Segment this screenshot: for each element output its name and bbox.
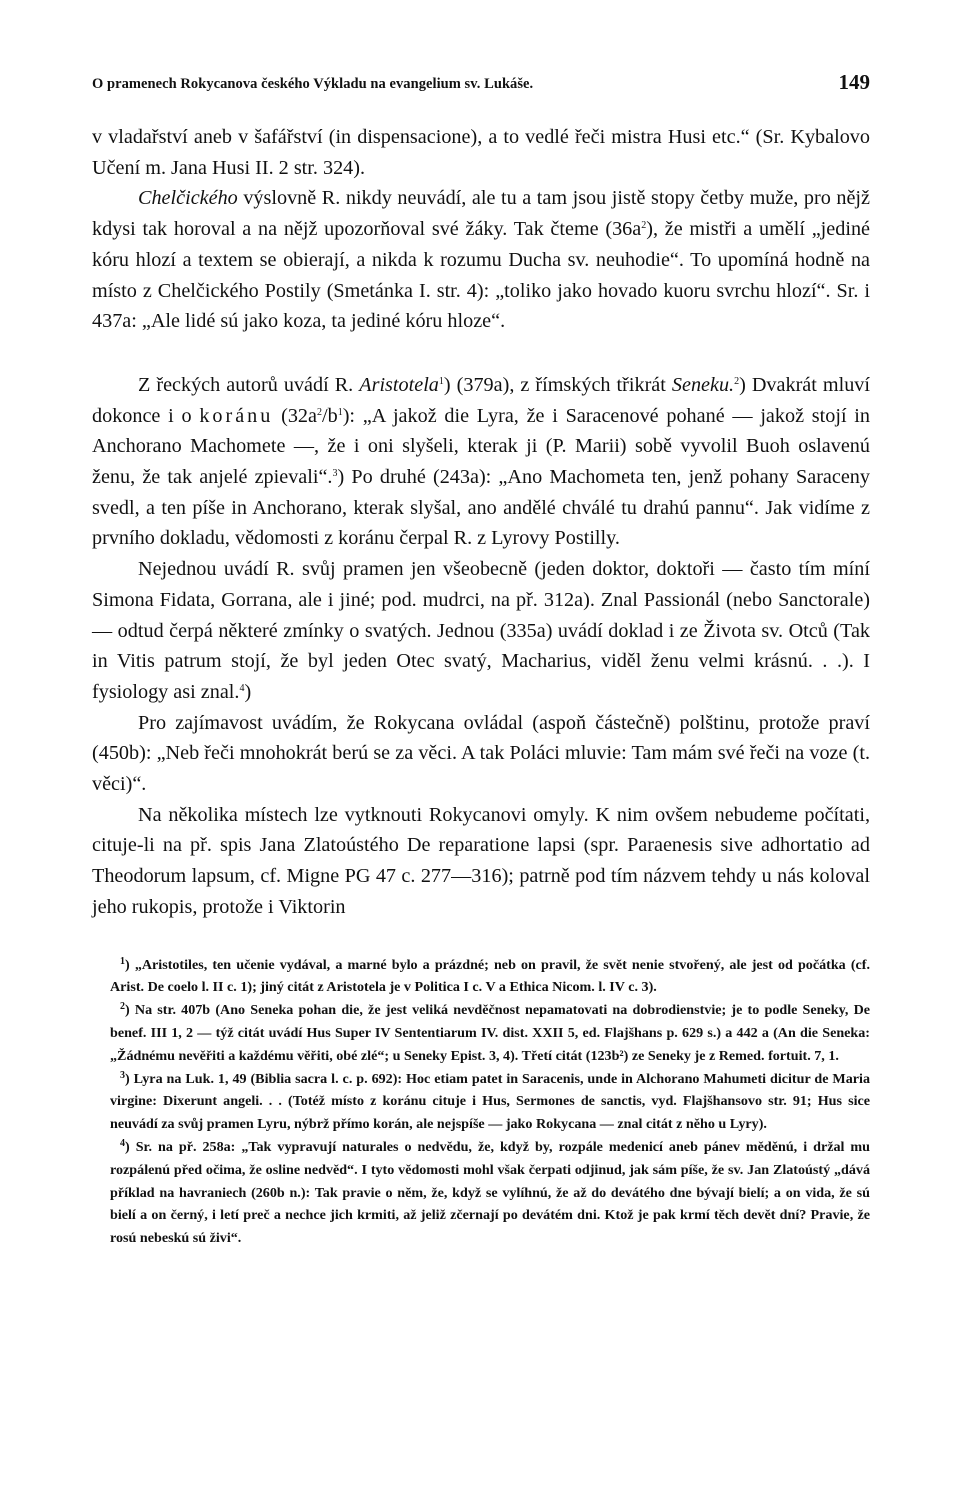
body-paragraph xyxy=(92,708,870,800)
footnotes xyxy=(92,954,870,1250)
footnote xyxy=(92,1136,870,1250)
footnote-ref: 1 xyxy=(337,406,343,418)
text-run: ) (379a), z římských třikrát xyxy=(443,373,672,396)
footnote-text: Na str. 407b (Ano Seneka pohan die, že jest veliká nevděčnost nepamatovati na dobrodienstvie; je to podle Seneky, De benef. III 1, 2 — týž citát uvádí Hus Super IV Sententiarum IV. dist. XXII 5, ed. Flajšhans p. 629 s.) a 442 a (An die Seneka: „Žádnému nevěřiti a každému věřiti, obé zlé“; u Seneky Epist. 3, 4). Třetí citát (123b²) ze Seneky je z Remed. fortuit. 7, 1. xyxy=(110,1002,871,1064)
footnote-text: „Aristotiles, ten učenie vydával, a marné bylo a prázdné; neb on pravil, že svět nenie stvořený, ale jest od počátka (cf. Arist. De coelo l. II c. 1); jiný citát z Aristotela je v Politica I c. V a Ethica Nicom. l. IV c. 3). xyxy=(110,956,870,996)
footnote xyxy=(92,954,870,1000)
footnote-text: Sr. na př. 258a: „Tak vypravují naturales o nedvědu, že, když by, rozpále medenicí aneb pánev měděnú, i držal mu rozpálenú před očima, že osline nedvěd“. I tyto vědomosti mohl však čerpati odjinud, jak sám píše, že sv. Jan Zlatoústý „dává příklad na havraniech (260b n.): Tak pravie o něm, že, když se vylíhnú, že až do devátého dne bývají bielí; a on vida, že sú bielí a on černý, i letí preč a nechce jich krmiti, až jeliž zčernají po devátém dni. Ktož je pak krmí těch devět dní? Pravie, že rosú nebeskú sú živi“. xyxy=(110,1138,870,1247)
footnote xyxy=(92,1068,870,1136)
footnote-text: Lyra na Luk. 1, 49 (Biblia sacra l. c. p. 692): Hoc etiam patet in Saracenis, unde in Alchorano Mahumeti dicitur de Maria virgine: Dixerunt angeli. . . (Totéž místo z koránu cituje i Hus, Sermones de sanctis, vyd. Flajšhansovo str. 91; Hus sice neuvádí za svůj pramen Lyru, nýbrž přímo korán, ale nejspíše — jako Rokycana — znal citát z něho u Lyry). xyxy=(110,1070,870,1133)
text-run: ): „A jakož die Lyra, že i Saracenové pohané — jakož stojí in Anchorano Machomete —, že i oni slyšeli, kterak ji (P. Marii) sobě vyvolil Buoh oslavenú ženu, že tak anjelé zpievali“. xyxy=(92,404,871,489)
spaced-text: koránu xyxy=(199,404,274,427)
footnote xyxy=(92,999,870,1067)
footnote-ref: 4 xyxy=(239,682,245,694)
footnote-marker: 4 xyxy=(120,1137,125,1149)
page xyxy=(92,70,870,1250)
text-run: (32a xyxy=(273,404,317,427)
footnote-marker: 3 xyxy=(120,1069,125,1081)
body-paragraph xyxy=(92,800,870,923)
running-head xyxy=(92,70,870,104)
page-number: 149 xyxy=(838,70,870,94)
text-run: v vladařství aneb v šafářství (in dispensacione), a to vedlé řeči mistra Husi etc.“ (Sr. Kybalovo Učení m. Jana Husi II. 2 str. 324). xyxy=(92,126,870,179)
footnote-ref: 1 xyxy=(438,375,444,387)
footnote-marker-paren: ) xyxy=(125,1070,134,1087)
footnote-ref: 2 xyxy=(641,220,647,232)
body-text xyxy=(92,122,870,923)
footnote-marker-paren: ) xyxy=(125,956,135,973)
footnote-marker-paren: ) xyxy=(125,1002,135,1019)
text-run: výslovně R. nikdy neuvádí, ale tu a tam jsou jistě stopy četby muže, pro nějž kdysi tak horoval a na nějž upozorňoval své žáky. Tak čteme (36a xyxy=(92,187,870,241)
text-run: ) xyxy=(244,680,252,703)
italic-text: Seneku. xyxy=(671,373,735,396)
footnote-marker-paren: ) xyxy=(125,1138,136,1155)
text-run: ) Dvakrát mluví dokonce i o xyxy=(92,373,870,427)
italic-text: Chelčického xyxy=(138,187,238,210)
body-paragraph xyxy=(92,554,870,708)
body-paragraph xyxy=(92,370,870,554)
footnote-ref: 3 xyxy=(332,468,338,480)
footnote-ref: 2 xyxy=(317,406,322,418)
body-paragraph xyxy=(92,183,870,337)
text-run: /b xyxy=(322,404,338,427)
footnote-marker: 2 xyxy=(120,1001,125,1013)
running-title: O pramenech Rokycanova českého Výkladu na evangelium sv. Lukáše. xyxy=(92,76,534,92)
italic-text: Aristotela xyxy=(359,373,439,396)
footnote-marker: 1 xyxy=(120,955,125,967)
text-run: Na několika místech lze vytknouti Rokycanovi omyly. K nim ovšem nebudeme počítati, cituje-li na př. spis Jana Zlatoústého De reparatione lapsi (spr. Paraenesis sive adhortatio ad Theodorum lapsum, cf. Migne PG 47 c. 277—316); patrně pod tím názvem tehdy u nás koloval jeho rukopis, protože i Viktorin xyxy=(92,803,870,918)
footnote-ref: 2 xyxy=(734,375,740,387)
body-paragraph xyxy=(92,122,870,183)
text-run: Z řeckých autorů uvádí R. xyxy=(138,373,360,396)
text-run: ), že mistři a umělí „jediné kóru hlozí a textem se obierají, a nikda k rozumu Ducha sv. neuhodie“. To upomíná hodně na místo z Chelčického Postily (Smetánka I. str. 4): „toliko jako hovado kuoru svrchu hlozí“. Sr. i 437a: „Ale lidé sú jako koza, ta jediné kóru hloze“. xyxy=(92,218,870,333)
text-run: Nejednou uvádí R. svůj pramen jen všeobecně (jeden doktor, doktoři — často tím míní Simona Fidata, Gorrana, ale i jiné; pod. mudrci, na př. 312a). Znal Passionál (nebo Sanctorale) — odtud čerpá některé zmínky o svatých. Jednou (335a) uvádí doklad i ze Života sv. Otců (Tak in Vitis patrum stojí, že byl jeden Otec svatý, Macharius, viděl ženu velmi krásnú. . .). I fysiology asi znal. xyxy=(92,558,870,703)
text-run: ) Po druhé (243a): „Ano Machometa ten, jenž pohany Saraceny svedl, a ten píše in Anchorano, kterak slyšal, ano andělé chválé tu drahú pannu“. Jak vidíme z prvního dokladu, vědomosti z koránu čerpal R. z Lyrovy Postilly. xyxy=(92,466,870,550)
text-run: Pro zajímavost uvádím, že Rokycana ovládal (aspoň částečně) polštinu, protože praví (450b): „Neb řeči mnohokrát berú se za věci. A tak Poláci mluvie: Tam mám své řeči na voze (t. věci)“. xyxy=(92,711,870,796)
